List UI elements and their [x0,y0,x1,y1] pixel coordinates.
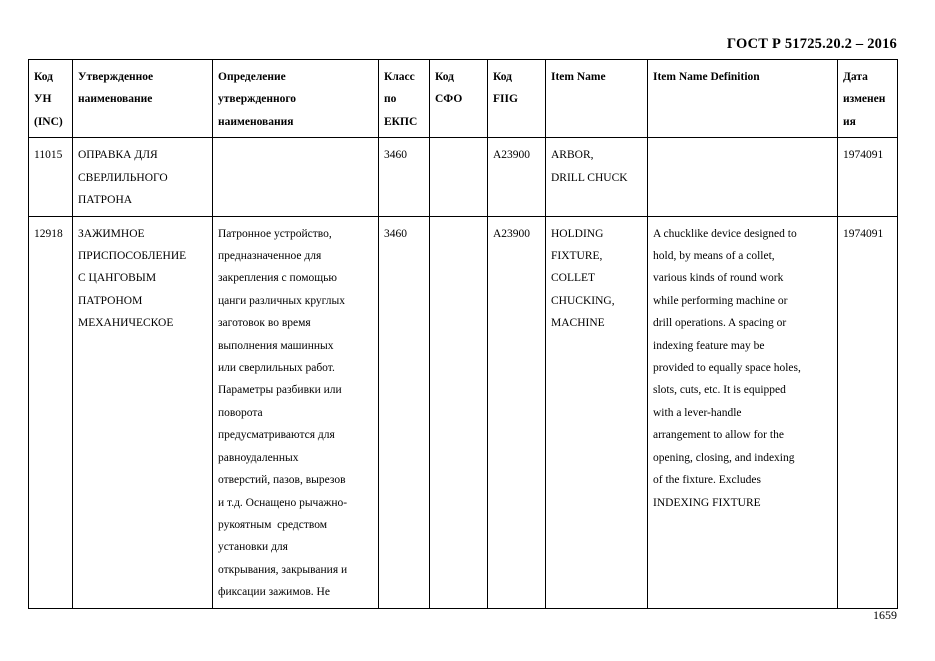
column-header-approved-name: Утвержденное наименование [73,60,213,138]
cell-item-name: HOLDING FIXTURE, COLLET CHUCKING, MACHINE [546,216,648,608]
cell-inc: 11015 [29,138,73,216]
nomenclature-table [28,59,898,609]
cell-item-name: ARBOR, DRILL CHUCK [546,138,648,216]
column-header-change-date: Дата изменен ия [838,60,898,138]
column-header-item-name: Item Name [546,60,648,138]
cell-approved-name: ОПРАВКА ДЛЯ СВЕРЛИЛЬНОГО ПАТРОНА [73,138,213,216]
cell-definition: Патронное устройство, предназначенное для закрепления с помощью цанги различных круглых заготовок во время выполнения машинных или сверлильных работ. Параметры разбивки или поворота предусматриваются для равноудаленных отверстий, пазов, вырезов и т.д. Оснащено рычажно- рукоятным средством установки для открывания, закрывания и фиксации зажимов. Не [213,216,379,608]
document-header-title: ГОСТ Р 51725.20.2 – 2016 [726,36,897,52]
table-header [29,60,898,138]
column-header-fiig-code: Код FIIG [488,60,546,138]
cell-sfo-code [430,138,488,216]
column-header-definition: Определение утвержденного наименования [213,60,379,138]
cell-definition [213,138,379,216]
page-number: 1659 [873,608,897,622]
column-header-item-name-definition: Item Name Definition [648,60,838,138]
cell-item-name-definition [648,138,838,216]
table-body [29,138,898,608]
cell-inc: 12918 [29,216,73,608]
cell-change-date: 1974091 [838,138,898,216]
cell-ekps-class: 3460 [379,216,430,608]
cell-change-date: 1974091 [838,216,898,608]
cell-item-name-definition: A chucklike device designed to hold, by means of a collet, various kinds of round work while performing machine or drill operations. A spacing or indexing feature may be provided to equally space holes, slots, cuts, etc. It is equipped with a lever-handle arrangement to allow for the opening, closing, and indexing of the fixture. Excludes INDEXING FIXTURE [648,216,838,608]
table-row [29,138,898,216]
column-header-sfo-code: Код СФО [430,60,488,138]
cell-fiig-code: A23900 [488,216,546,608]
column-header-ekps-class: Класс по ЕКПС [379,60,430,138]
standard-table-container [28,59,897,609]
cell-fiig-code: A23900 [488,138,546,216]
cell-sfo-code [430,216,488,608]
column-header-inc: Код УН (INC) [29,60,73,138]
cell-approved-name: ЗАЖИМНОЕ ПРИСПОСОБЛЕНИЕ С ЦАНГОВЫМ ПАТРОНОМ МЕХАНИЧЕСКОЕ [73,216,213,608]
table-header-row [29,60,898,138]
cell-ekps-class: 3460 [379,138,430,216]
table-row [29,216,898,608]
